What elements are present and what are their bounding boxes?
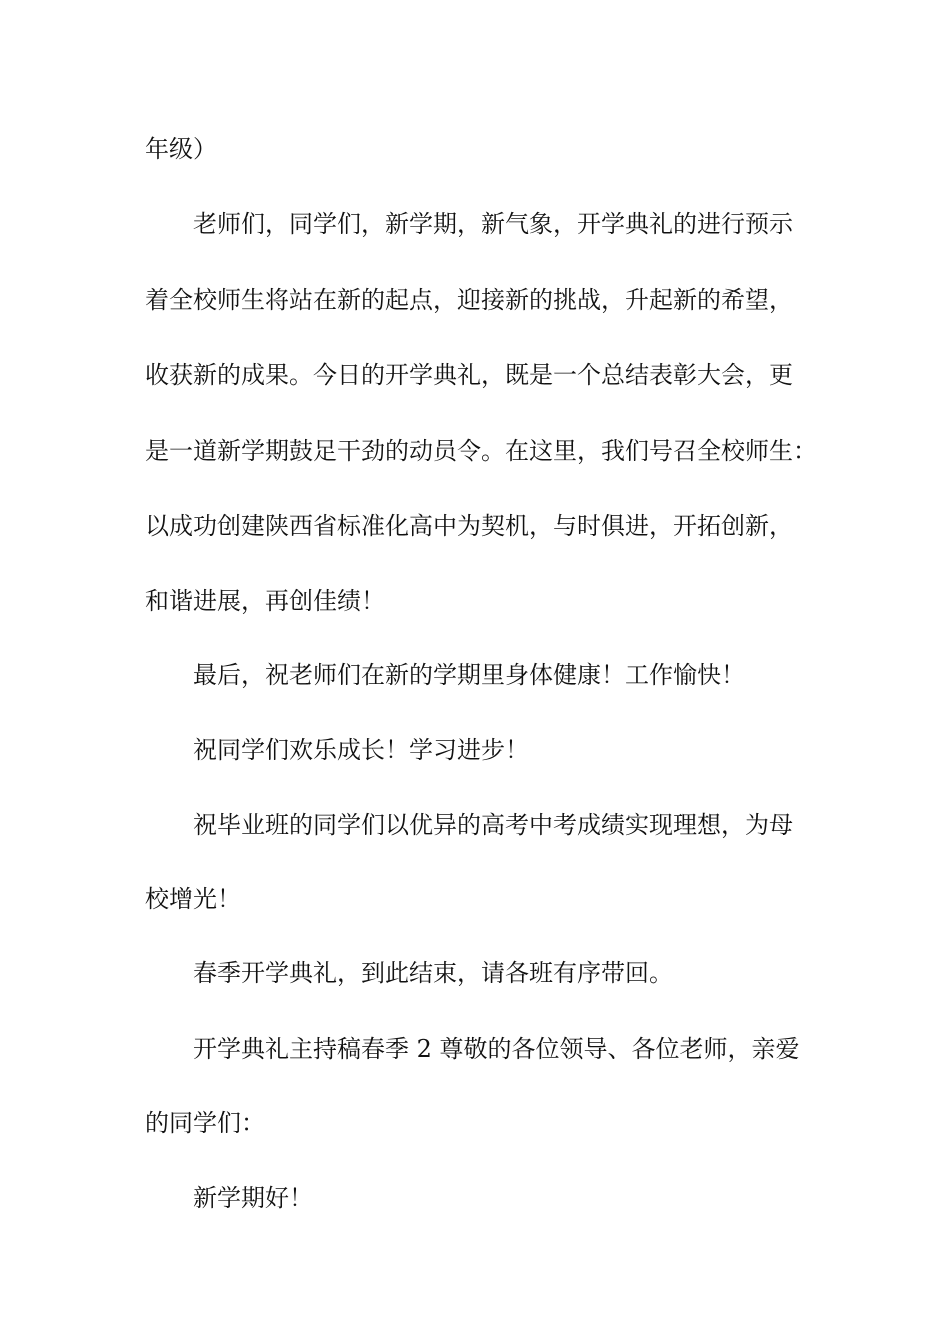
paragraph-start: 祝同学们欢乐成长！学习进步！ (193, 736, 529, 764)
text-line: 和谐进展，再创佳绩！ (145, 587, 385, 615)
paragraph-start: 新学期好！ (193, 1184, 313, 1212)
text-line: 校增光！ (145, 885, 241, 913)
paragraph-start: 祝毕业班的同学们以优异的高考中考成绩实现理想，为母 (193, 811, 793, 839)
text-line: 以成功创建陕西省标准化高中为契机，与时俱进，开拓创新， (145, 512, 793, 540)
text-line: 年级） (145, 135, 217, 163)
paragraph-start: 春季开学典礼，到此结束，请各班有序带回。 (193, 959, 673, 987)
text-line: 的同学们： (145, 1109, 265, 1137)
paragraph-start: 开学典礼主持稿春季 2 尊敬的各位领导、各位老师，亲爱 (193, 1035, 800, 1063)
paragraph-start: 最后，祝老师们在新的学期里身体健康！工作愉快！ (193, 661, 745, 689)
text-line: 是一道新学期鼓足干劲的动员令。在这里，我们号召全校师生： (145, 437, 817, 465)
text-line: 着全校师生将站在新的起点，迎接新的挑战，升起新的希望， (145, 286, 793, 314)
paragraph-start: 老师们，同学们，新学期，新气象，开学典礼的进行预示 (193, 210, 793, 238)
text-line: 收获新的成果。今日的开学典礼，既是一个总结表彰大会，更 (145, 361, 793, 389)
